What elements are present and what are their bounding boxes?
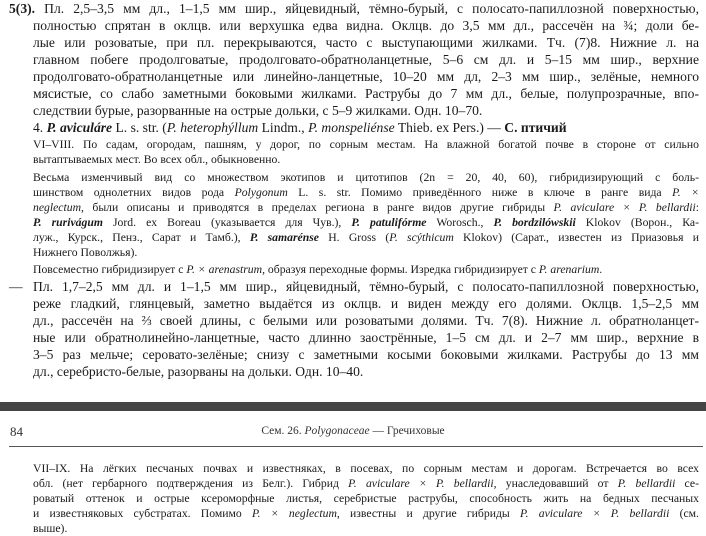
habitat-line-1: VI–VIII. По садам, огородам, пашням, у дорог, по сорным местам. На влажной богатой почве в стороне от сильно [33,138,699,151]
alt-entry-line-6: дл., серебристо-белые, разорваны на дольки. Одн. 10–40. [33,364,364,379]
key-entry-5-3-line-5: продолговато-обратноланцетные или линейно-ланцетные, 10–20 мм дл, 2–3 мм шир., зелёные, немного [33,69,699,84]
species-epithet: aviculáre [59,120,113,135]
species-genus: P. [46,120,57,135]
key-entry-5-3-line-4: главном побеге продолговатые, продолговато-обратноланцетные, 5–6 см дл. и 5–15 мм шир., верхние [33,52,699,67]
header-rule [9,446,703,447]
key-entry-5-3-line-2: полностью спрятан в оклцв. или верхушка едва видна. Оклцв. до 3,5 мм дл., рассечён на ¾; доли бе- [33,18,699,33]
bottom-line-3: роватый оттенок и острые ксероморфные листья, серебристые раструбы, способность жить на бедных песчаных [33,492,699,505]
page-separator [0,402,706,411]
habitat-line-2: вытаптываемых мест. Во всех обл., обыкновенно. [33,153,281,166]
key-entry-5-3-line-6: мясистые, со слабо заметными боковыми жилками. Раструбы до 7 мм дл., белые, полупрозрачные, впо- [33,86,699,101]
note-line-6: Нижнего Поволжья). [33,246,138,259]
alt-entry-line-1: Пл. 1,7–2,5 мм дл. и 1–1,5 мм шир., яйцевидный, тёмно-бурый, с полосато-папиллозной поверхностью, [33,279,699,294]
alt-entry-line-4: ные или обратнолинейно-ланцетные, часто длинно заострённые, 1–5 см дл. и 2–7 мм шир., верхние в [33,330,699,345]
note-line-4: P. rurivágum Jord. ex Boreau (указывается для Чув.), P. patulifórme Worosch., P. bordzilówskii Klokov (Ворон., Ка- [33,216,699,229]
bottom-line-4: и известняковых субстратах. Помимо P. × neglectum, известны и другие гибриды P. aviculare × P. bellardii (см. [33,507,699,520]
page-number: 84 [10,424,23,439]
synonym-author: Lindm., [261,120,309,135]
alt-entry-line-3: дл., рассечён на ⅔ своей длины, с белыми или розоватыми долями. Тч. 7(8). Нижние л. обратноланцет- [33,313,699,328]
synonym-name: P. monspeliénse [308,120,395,135]
key-entry-number: 5(3). [9,1,36,16]
note-line-3: neglectum, были описаны и приводятся в пределах региона в ранге видов другие гибриды P. aviculare × P. bellardii: [33,201,699,214]
bottom-line-2: обл. (нет гербарного подтверждения из Белг.). Гибрид P. aviculare × P. bellardii, унаследовавший от P. bellardii се- [33,477,699,490]
key-entry-5-3-line-3: лые или розоватые, при пл. перекрываются, часто с выступающими жилками. Тч. (7)8. Нижние л. на [33,35,699,50]
synonym-name: P. heterophýllum [166,120,259,135]
common-name: С. птичий [504,120,567,135]
species-number: 4. [33,120,44,135]
note-line-2: шинством однолетних видов рода Polygonum L. s. str. Помимо приведённого ниже в ключе в ранге вида P. × [33,186,699,199]
note-line-7: Повсеместно гибридизирует с P. × arenastrum, образуя переходные формы. Изредка гибридизирует с P. arenarium. [33,263,603,276]
key-entry-text: Пл. 2,5–3,5 мм дл., 1–1,5 мм шир., яйцевидный, тёмно-бурый, с полосато-папиллозной поверхностью, [44,1,699,16]
species-heading-4 [33,119,567,136]
key-entry-5-3-line-7: следствии бурые, разорванные на острые дольки, с 5–9 жилками. Одн. 10–70. [33,103,483,118]
key-entry-5-3-line-1 [9,0,699,17]
alt-entry-line-5: 3–5 раз мельче; серовато-зелёные; снизу с заметными косыми боковыми жилками. Раструбы до 13 мм [33,347,699,362]
alt-entry-line-2: реже гладкий, глянцевый, заметно выдаётся из оклцв. и виден между его долями. Оклцв. 1,5–2,5 мм [33,296,699,311]
species-author: L. s. str. ( [115,120,167,135]
bottom-line-5: выше). [33,522,68,535]
synonym-author: Thieb. ex Pers.) — [397,120,505,135]
alt-entry-dash: — [9,279,23,294]
note-line-5: луж., Курск., Пенз., Сарат и Тамб.), P. samarénse H. Gross (P. scýthicum Klokov) (Сарат., известен из Приазовья и [33,231,699,244]
bottom-line-1: VII–IX. На лёгких песчаных почвах и известняках, в посевах, по сорным местам и дорогам. Встречается во всех [33,462,699,475]
note-line-1: Весьма изменчивый вид со множеством экотипов и цитотипов (2n = 20, 40, 60), гибридизирующий с боль- [33,171,699,184]
running-head: Сем. 26. Polygonaceae — Гречиховые [261,425,445,437]
